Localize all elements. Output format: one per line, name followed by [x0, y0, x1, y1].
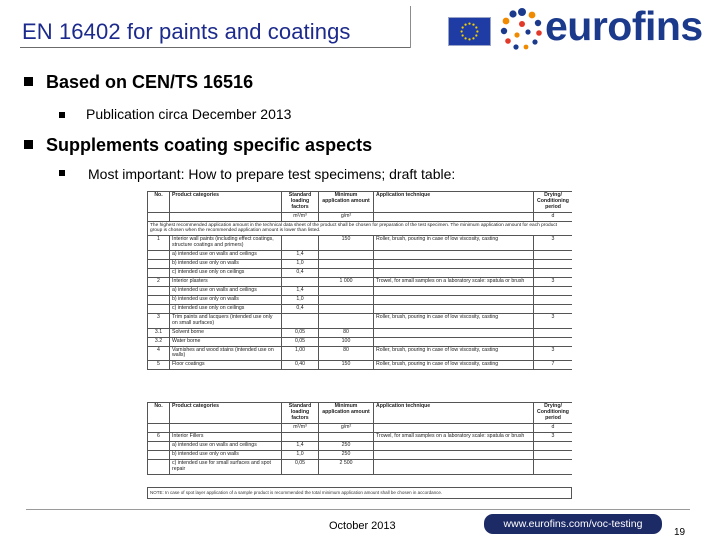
- table-row: [148, 295, 573, 304]
- table-cell: 0,05: [282, 337, 319, 346]
- table-cell: [148, 441, 170, 450]
- table-row: [148, 212, 573, 221]
- eu-flag-icon: [448, 17, 491, 46]
- table-cell: 0,4: [282, 304, 319, 313]
- table-cell: [534, 268, 573, 277]
- table-cell: [534, 459, 573, 474]
- page-number: 19: [674, 527, 686, 538]
- table-row: [148, 259, 573, 268]
- table-cell: g/m²: [319, 212, 374, 221]
- eu-star-icon: [460, 30, 462, 32]
- footer-divider: [26, 509, 690, 510]
- table-row: [148, 304, 573, 313]
- table-cell: [148, 259, 170, 268]
- table-cell: b) intended use only on walls: [170, 450, 282, 459]
- table-cell: c) intended use only on ceilings: [170, 304, 282, 313]
- footer-url-badge[interactable]: www.eurofins.com/voc-testing: [484, 514, 662, 534]
- table-cell: Solvent borne: [170, 328, 282, 337]
- table-note: NOTE: In case of spot layer application of a sample product is recommended the total minimum application amount shall be chosen in accordance.: [147, 487, 572, 499]
- table-cell: Product categories: [170, 192, 282, 213]
- table-cell: [374, 268, 534, 277]
- table-cell: 4: [148, 346, 170, 361]
- table-row: [148, 423, 573, 432]
- table-cell: 0,05: [282, 328, 319, 337]
- table-cell: 3: [148, 313, 170, 328]
- table-cell: 3.1: [148, 328, 170, 337]
- table-cell: [148, 423, 170, 432]
- table-cell: 1: [148, 235, 170, 250]
- table-cell: Roller, brush, pouring in case of low viscosity, casting: [374, 313, 534, 328]
- table-cell: a) intended use on walls and ceilings: [170, 441, 282, 450]
- table-cell: [148, 304, 170, 313]
- table-cell: 1,0: [282, 259, 319, 268]
- table-cell: [148, 212, 170, 221]
- table-cell: [319, 286, 374, 295]
- eu-star-icon: [475, 34, 477, 36]
- table-cell: [319, 295, 374, 304]
- table-cell: [282, 277, 319, 286]
- table-cell: No.: [148, 192, 170, 213]
- table-cell: [148, 459, 170, 474]
- table-cell: 100: [319, 337, 374, 346]
- table-cell: Application technique: [374, 403, 534, 424]
- table-cell: 1,00: [282, 346, 319, 361]
- title-divider: [410, 6, 411, 48]
- table-row: [148, 450, 573, 459]
- table-cell: Interior wall paints (including effect coatings, structure coatings and primers): [170, 235, 282, 250]
- table-cell: [170, 423, 282, 432]
- table-row: [148, 268, 573, 277]
- table-cell: 3: [534, 346, 573, 361]
- table-cell: Interior Fillers: [170, 432, 282, 441]
- eurofins-dots-logo-icon: [500, 8, 544, 52]
- sub-bullet-square: [59, 170, 65, 176]
- eu-star-icon: [475, 26, 477, 28]
- table-cell: g/m²: [319, 423, 374, 432]
- table-cell: [374, 286, 534, 295]
- table-cell: [534, 259, 573, 268]
- table-cell: Interior plasters: [170, 277, 282, 286]
- table-cell: 1,0: [282, 450, 319, 459]
- table-cell: [534, 441, 573, 450]
- eu-star-icon: [462, 34, 464, 36]
- footer-date: October 2013: [329, 520, 396, 532]
- table-cell: [374, 337, 534, 346]
- table-cell: [374, 450, 534, 459]
- table-cell: Application technique: [374, 192, 534, 213]
- table-span-note: The highest recommended application amount in the technical data sheet of the product shall be chosen for preparation of the test specimen. The minimum application amount for each product group is chosen when the recommended application amount is lower than listed.: [148, 221, 573, 235]
- table-cell: [374, 423, 534, 432]
- table-cell: Standard loading factors: [282, 403, 319, 424]
- table-row: [148, 441, 573, 450]
- eu-star-icon: [476, 30, 478, 32]
- table-cell: 2: [148, 277, 170, 286]
- slide-title: EN 16402 for paints and coatings: [22, 19, 351, 44]
- table-row: [148, 313, 573, 328]
- table-cell: 3: [534, 313, 573, 328]
- table-cell: Water borne: [170, 337, 282, 346]
- table-row: [148, 277, 573, 286]
- table-cell: d: [534, 423, 573, 432]
- table-cell: [534, 295, 573, 304]
- table-row: [148, 459, 573, 474]
- table-cell: b) intended use only on walls: [170, 295, 282, 304]
- table-cell: [319, 304, 374, 313]
- table-cell: Trowel, for small samples on a laboratory scale: spatula or brush: [374, 277, 534, 286]
- table-cell: 7: [534, 361, 573, 370]
- table-cell: Minimum application amount: [319, 403, 374, 424]
- table-cell: [374, 459, 534, 474]
- table-row: [148, 403, 573, 424]
- table-row: [148, 192, 573, 213]
- table-cell: 1,4: [282, 441, 319, 450]
- table-cell: Varnishes and wood stains (intended use on walls): [170, 346, 282, 361]
- table-cell: Roller, brush, pouring in case of low viscosity, casting: [374, 361, 534, 370]
- table-cell: 80: [319, 346, 374, 361]
- table-cell: 3: [534, 277, 573, 286]
- table-cell: 6: [148, 432, 170, 441]
- table-cell: [374, 441, 534, 450]
- draft-table-image: [147, 191, 572, 501]
- table-cell: 0,05: [282, 459, 319, 474]
- table-row: [148, 221, 573, 235]
- table-cell: [534, 304, 573, 313]
- table-cell: [148, 295, 170, 304]
- table-cell: m²/m³: [282, 423, 319, 432]
- title-underline: [20, 47, 410, 48]
- table-cell: 1,4: [282, 286, 319, 295]
- sub-bullet-test-specimens: Most important: How to prepare test specimens; draft table:: [88, 166, 456, 182]
- table-cell: a) intended use on walls and ceilings: [170, 286, 282, 295]
- draft-table-continued: [147, 402, 572, 475]
- bullet-text-cen-ts: Based on CEN/TS 16516: [46, 72, 254, 92]
- draft-table: [147, 191, 572, 370]
- table-cell: [534, 337, 573, 346]
- table-cell: [374, 212, 534, 221]
- table-cell: 250: [319, 450, 374, 459]
- table-cell: Product categories: [170, 403, 282, 424]
- table-cell: Roller, brush, pouring in case of low viscosity, casting: [374, 346, 534, 361]
- eu-star-icon: [472, 24, 474, 26]
- table-cell: Floor coatings: [170, 361, 282, 370]
- table-cell: 80: [319, 328, 374, 337]
- table-cell: 3: [534, 235, 573, 250]
- table-cell: [319, 250, 374, 259]
- table-cell: Trim paints and lacquers (intended use only on small surfaces): [170, 313, 282, 328]
- table-cell: [534, 328, 573, 337]
- table-cell: 0,40: [282, 361, 319, 370]
- eu-star-icon: [468, 22, 470, 24]
- table-cell: [148, 450, 170, 459]
- eu-star-icon: [464, 24, 466, 26]
- table-cell: [170, 212, 282, 221]
- eu-star-icon: [472, 37, 474, 39]
- table-cell: c) intended use only on ceilings: [170, 268, 282, 277]
- table-cell: 150: [319, 235, 374, 250]
- table-cell: Minimum application amount: [319, 192, 374, 213]
- table-cell: Drying/ Conditioning period: [534, 192, 573, 213]
- table-cell: [148, 250, 170, 259]
- table-cell: 1 000: [319, 277, 374, 286]
- table-cell: b) intended use only on walls: [170, 259, 282, 268]
- table-cell: [534, 286, 573, 295]
- table-cell: a) intended use on walls and ceilings: [170, 250, 282, 259]
- table-row: [148, 286, 573, 295]
- bullet-square: [24, 77, 33, 86]
- table-cell: [319, 259, 374, 268]
- table-cell: 1,4: [282, 250, 319, 259]
- table-cell: No.: [148, 403, 170, 424]
- table-row: [148, 235, 573, 250]
- bullet-text-supplements: Supplements coating specific aspects: [46, 135, 373, 155]
- table-cell: 150: [319, 361, 374, 370]
- table-row: [148, 432, 573, 441]
- table-cell: 3.2: [148, 337, 170, 346]
- table-cell: d: [534, 212, 573, 221]
- table-cell: [282, 313, 319, 328]
- table-cell: [319, 432, 374, 441]
- table-cell: [374, 295, 534, 304]
- table-cell: 3: [534, 432, 573, 441]
- table-cell: m²/m³: [282, 212, 319, 221]
- table-cell: [374, 250, 534, 259]
- bullet-square: [24, 140, 33, 149]
- eu-star-icon: [462, 26, 464, 28]
- table-cell: 250: [319, 441, 374, 450]
- table-cell: [148, 286, 170, 295]
- table-cell: [282, 235, 319, 250]
- table-row: [148, 337, 573, 346]
- sub-bullet-publication: Publication circa December 2013: [86, 106, 292, 122]
- eu-star-icon: [464, 37, 466, 39]
- table-cell: [319, 268, 374, 277]
- table-cell: [374, 259, 534, 268]
- table-cell: 1,0: [282, 295, 319, 304]
- table-cell: c) intended use for small surfaces and spot repair: [170, 459, 282, 474]
- table-row: [148, 346, 573, 361]
- table-cell: Standard loading factors: [282, 192, 319, 213]
- table-cell: [374, 328, 534, 337]
- table-cell: [319, 313, 374, 328]
- table-cell: [374, 304, 534, 313]
- eurofins-wordmark: eurofins: [545, 3, 703, 49]
- table-row: [148, 328, 573, 337]
- table-cell: Drying/ Conditioning period: [534, 403, 573, 424]
- table-cell: Trowel, for small samples on a laboratory scale: spatula or brush: [374, 432, 534, 441]
- table-cell: [148, 268, 170, 277]
- sub-bullet-square: [59, 112, 65, 118]
- table-cell: [534, 250, 573, 259]
- table-row: [148, 361, 573, 370]
- table-cell: 0,4: [282, 268, 319, 277]
- eu-star-icon: [468, 38, 470, 40]
- table-cell: 2 500: [319, 459, 374, 474]
- table-cell: 5: [148, 361, 170, 370]
- table-cell: [534, 450, 573, 459]
- table-cell: Roller, brush, pouring in case of low viscosity, casting: [374, 235, 534, 250]
- table-row: [148, 250, 573, 259]
- table-cell: [282, 432, 319, 441]
